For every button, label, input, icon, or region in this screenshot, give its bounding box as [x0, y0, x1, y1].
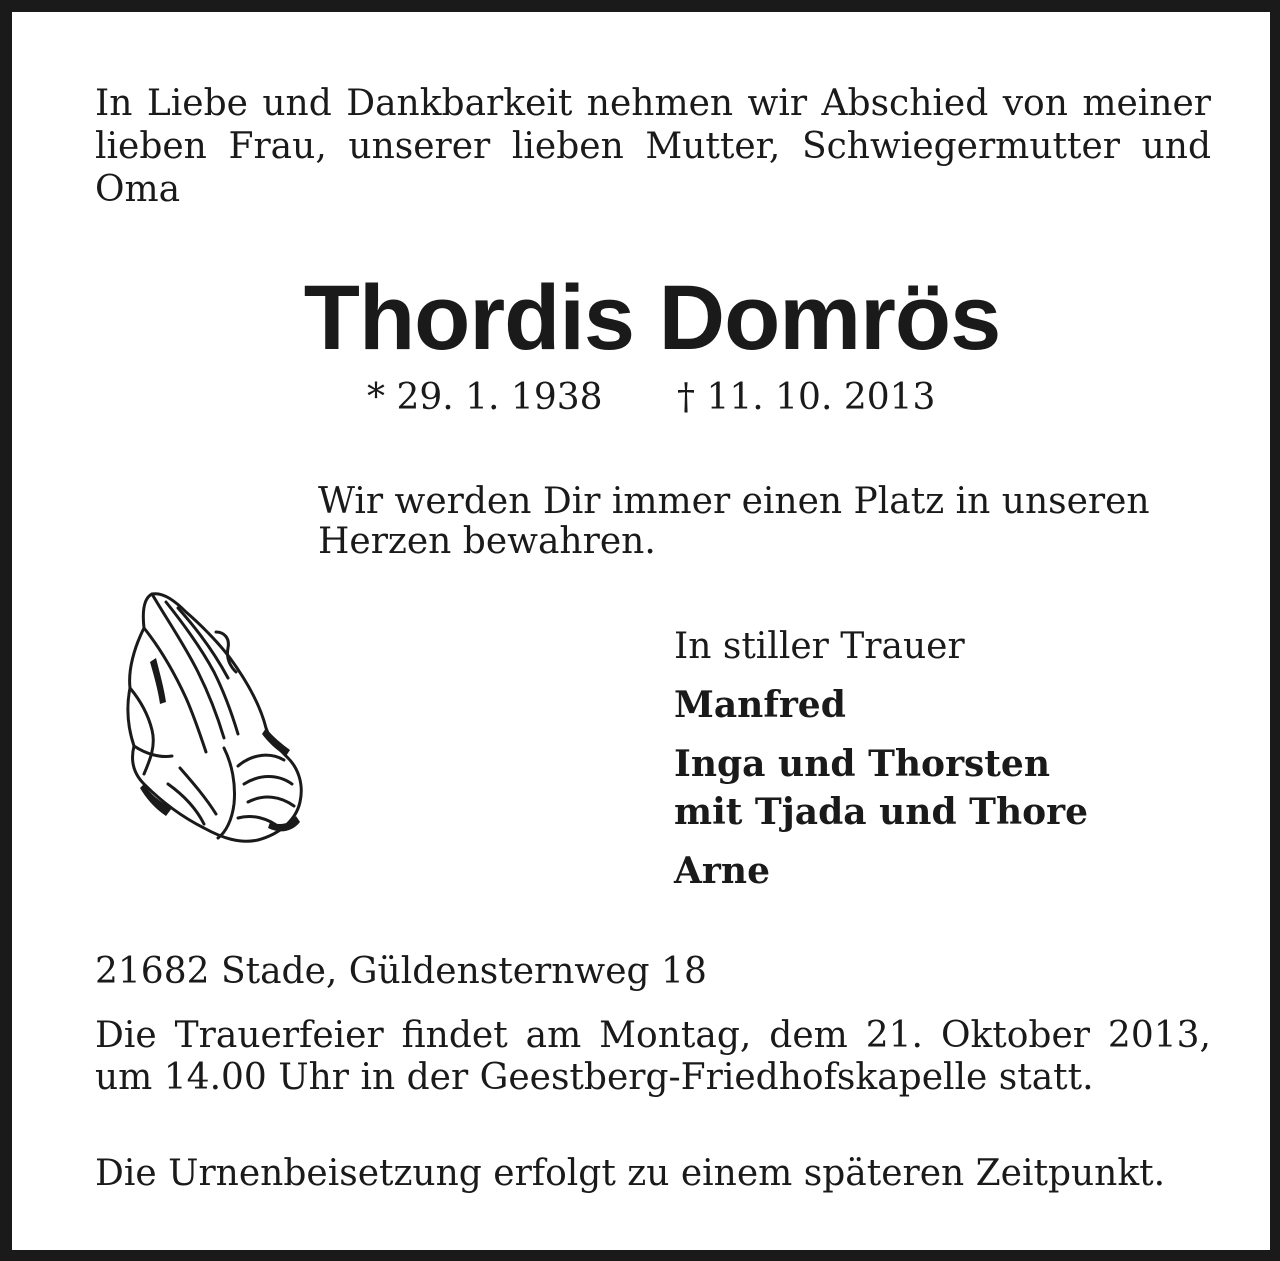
- deceased-name: Thordis Domrös: [303, 267, 1001, 369]
- ceremony-text: Die Trauerfeier findet am Montag, dem 21. Oktober 2013, um 14.00 Uhr in der Geestberg-Friedhofskapelle statt.: [95, 1015, 1211, 1098]
- praying-hands-icon: [120, 588, 310, 848]
- death-date: † 11. 10. 2013: [677, 377, 936, 418]
- address-text: 21682 Stade, Güldensternweg 18: [95, 951, 707, 992]
- mourners-block: [674, 624, 1234, 894]
- mourner-name: Arne: [674, 850, 770, 892]
- mourner-name: Manfred: [674, 684, 846, 726]
- mourner-name: mit Tjada und Thore: [674, 791, 1088, 833]
- mourning-label: In stiller Trauer: [674, 626, 965, 667]
- intro-text: In Liebe und Dankbarkeit nehmen wir Abschied von meiner lieben Frau, unserer lieben Mutter, Schwiegermutter und Oma: [95, 83, 1211, 210]
- quote-text: Wir werden Dir immer einen Platz in unseren Herzen bewahren.: [318, 481, 1150, 562]
- mourner-name: Inga und Thorsten: [674, 743, 1051, 785]
- birth-date: * 29. 1. 1938: [367, 377, 603, 418]
- urn-burial-text: Die Urnenbeisetzung erfolgt zu einem späteren Zeitpunkt.: [95, 1153, 1166, 1194]
